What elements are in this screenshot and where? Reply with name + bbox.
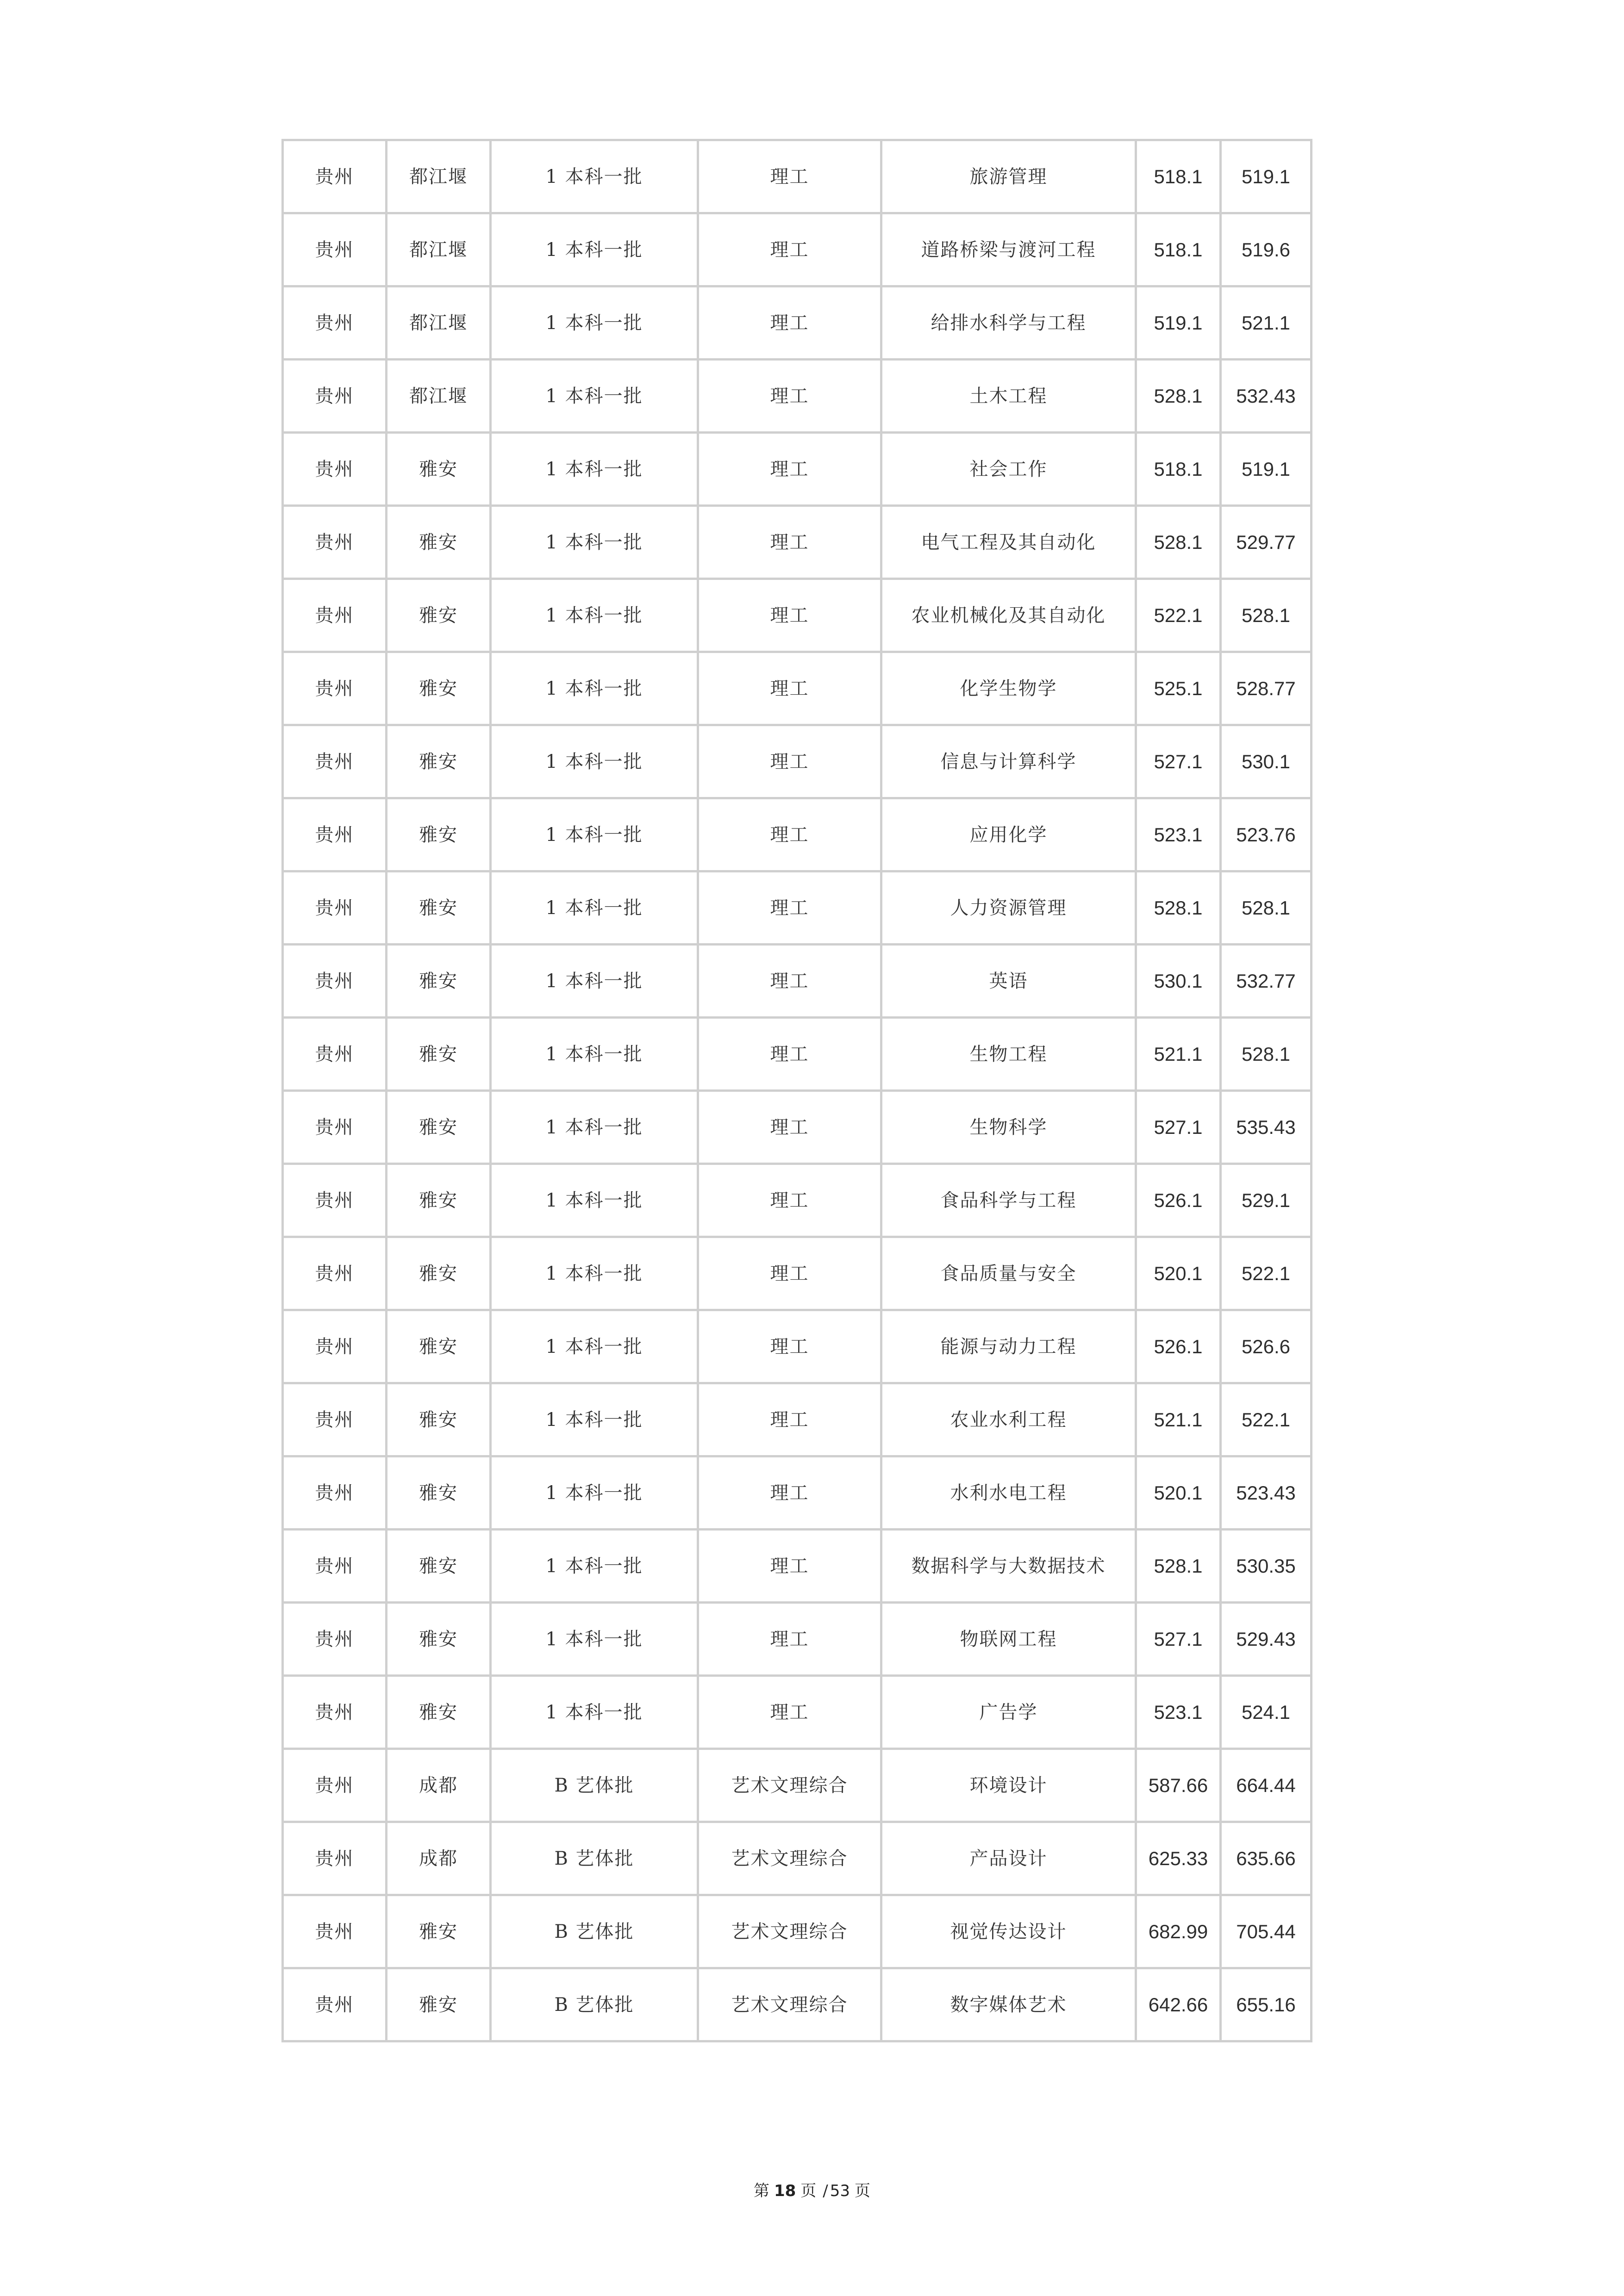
cell-avg-score: 528.1 [1222, 1019, 1312, 1092]
cell-campus: 雅安 [387, 1092, 492, 1165]
table-row [284, 1165, 1312, 1238]
cell-batch: B 艺体批 [492, 1823, 699, 1896]
cell-min-score: 523.1 [1137, 1677, 1222, 1750]
footer-separator: / [823, 2182, 828, 2200]
cell-batch: 1 本科一批 [492, 726, 699, 799]
cell-batch: 1 本科一批 [492, 507, 699, 580]
cell-batch: 1 本科一批 [492, 1677, 699, 1750]
cell-province: 贵州 [284, 1896, 387, 1969]
cell-min-score: 522.1 [1137, 580, 1222, 653]
cell-avg-score: 519.6 [1222, 214, 1312, 287]
cell-campus: 雅安 [387, 434, 492, 507]
cell-avg-score: 528.1 [1222, 872, 1312, 946]
cell-campus: 成都 [387, 1823, 492, 1896]
cell-province: 贵州 [284, 1750, 387, 1823]
cell-min-score: 527.1 [1137, 1604, 1222, 1677]
footer-suffix: 页 [855, 2182, 871, 2200]
cell-province: 贵州 [284, 653, 387, 726]
cell-batch: B 艺体批 [492, 1896, 699, 1969]
table-row [284, 1311, 1312, 1384]
cell-campus: 雅安 [387, 1531, 492, 1604]
cell-batch: 1 本科一批 [492, 141, 699, 214]
cell-min-score: 523.1 [1137, 799, 1222, 872]
cell-major: 给排水科学与工程 [882, 287, 1137, 361]
table-row [284, 1384, 1312, 1457]
cell-province: 贵州 [284, 872, 387, 946]
cell-category: 理工 [699, 1384, 882, 1457]
cell-category: 理工 [699, 141, 882, 214]
cell-batch: B 艺体批 [492, 1750, 699, 1823]
cell-campus: 都江堰 [387, 287, 492, 361]
cell-major: 电气工程及其自动化 [882, 507, 1137, 580]
cell-batch: 1 本科一批 [492, 1384, 699, 1457]
cell-batch: 1 本科一批 [492, 653, 699, 726]
cell-campus: 雅安 [387, 1238, 492, 1311]
cell-major: 人力资源管理 [882, 872, 1137, 946]
cell-category: 理工 [699, 653, 882, 726]
cell-avg-score: 523.76 [1222, 799, 1312, 872]
cell-campus: 雅安 [387, 1604, 492, 1677]
admission-scores-table [281, 139, 1312, 2042]
cell-province: 贵州 [284, 1677, 387, 1750]
cell-avg-score: 532.77 [1222, 946, 1312, 1019]
total-pages-number: 53 [830, 2182, 850, 2200]
cell-avg-score: 521.1 [1222, 287, 1312, 361]
cell-min-score: 527.1 [1137, 726, 1222, 799]
table-row [284, 946, 1312, 1019]
cell-batch: 1 本科一批 [492, 1531, 699, 1604]
cell-category: 理工 [699, 1019, 882, 1092]
cell-campus: 雅安 [387, 580, 492, 653]
cell-avg-score: 530.1 [1222, 726, 1312, 799]
cell-batch: 1 本科一批 [492, 361, 699, 434]
cell-category: 艺术文理综合 [699, 1969, 882, 2042]
cell-min-score: 528.1 [1137, 507, 1222, 580]
cell-category: 理工 [699, 1238, 882, 1311]
cell-major: 旅游管理 [882, 141, 1137, 214]
table-row [284, 1969, 1312, 2042]
table-row [284, 287, 1312, 361]
cell-major: 数据科学与大数据技术 [882, 1531, 1137, 1604]
table-row [284, 434, 1312, 507]
cell-major: 农业水利工程 [882, 1384, 1137, 1457]
cell-major: 社会工作 [882, 434, 1137, 507]
cell-batch: 1 本科一批 [492, 946, 699, 1019]
table-row [284, 1604, 1312, 1677]
cell-province: 贵州 [284, 1457, 387, 1531]
cell-batch: 1 本科一批 [492, 1604, 699, 1677]
table-row [284, 1457, 1312, 1531]
cell-campus: 都江堰 [387, 361, 492, 434]
cell-batch: 1 本科一批 [492, 1457, 699, 1531]
cell-major: 能源与动力工程 [882, 1311, 1137, 1384]
table-row [284, 872, 1312, 946]
table-row [284, 580, 1312, 653]
cell-category: 艺术文理综合 [699, 1750, 882, 1823]
cell-campus: 雅安 [387, 1969, 492, 2042]
cell-min-score: 526.1 [1137, 1311, 1222, 1384]
footer-prefix: 第 [753, 2182, 769, 2200]
current-page-number: 18 [774, 2182, 796, 2200]
cell-category: 理工 [699, 507, 882, 580]
table-row [284, 726, 1312, 799]
cell-avg-score: 524.1 [1222, 1677, 1312, 1750]
cell-category: 理工 [699, 1457, 882, 1531]
cell-major: 生物科学 [882, 1092, 1137, 1165]
cell-major: 视觉传达设计 [882, 1896, 1137, 1969]
cell-min-score: 521.1 [1137, 1384, 1222, 1457]
cell-province: 贵州 [284, 1238, 387, 1311]
cell-campus: 雅安 [387, 1457, 492, 1531]
cell-major: 化学生物学 [882, 653, 1137, 726]
cell-major: 农业机械化及其自动化 [882, 580, 1137, 653]
table-row [284, 361, 1312, 434]
cell-campus: 雅安 [387, 1019, 492, 1092]
cell-min-score: 587.66 [1137, 1750, 1222, 1823]
cell-avg-score: 635.66 [1222, 1823, 1312, 1896]
cell-avg-score: 664.44 [1222, 1750, 1312, 1823]
cell-batch: 1 本科一批 [492, 214, 699, 287]
cell-major: 环境设计 [882, 1750, 1137, 1823]
cell-province: 贵州 [284, 141, 387, 214]
cell-province: 贵州 [284, 946, 387, 1019]
cell-category: 理工 [699, 287, 882, 361]
cell-province: 贵州 [284, 361, 387, 434]
table-row [284, 1019, 1312, 1092]
table-row [284, 141, 1312, 214]
cell-min-score: 527.1 [1137, 1092, 1222, 1165]
cell-province: 贵州 [284, 287, 387, 361]
cell-avg-score: 655.16 [1222, 1969, 1312, 2042]
cell-avg-score: 530.35 [1222, 1531, 1312, 1604]
cell-major: 数字媒体艺术 [882, 1969, 1137, 2042]
cell-category: 艺术文理综合 [699, 1896, 882, 1969]
cell-batch: 1 本科一批 [492, 799, 699, 872]
table-row [284, 1677, 1312, 1750]
cell-category: 理工 [699, 1092, 882, 1165]
page-number-footer [0, 2181, 1624, 2201]
cell-batch: 1 本科一批 [492, 434, 699, 507]
cell-province: 贵州 [284, 1311, 387, 1384]
cell-batch: 1 本科一批 [492, 1092, 699, 1165]
cell-campus: 雅安 [387, 799, 492, 872]
cell-batch: B 艺体批 [492, 1969, 699, 2042]
cell-campus: 成都 [387, 1750, 492, 1823]
table-row [284, 1750, 1312, 1823]
cell-campus: 雅安 [387, 1896, 492, 1969]
cell-major: 土木工程 [882, 361, 1137, 434]
cell-province: 贵州 [284, 1604, 387, 1677]
cell-category: 理工 [699, 1604, 882, 1677]
cell-min-score: 526.1 [1137, 1165, 1222, 1238]
cell-avg-score: 519.1 [1222, 141, 1312, 214]
cell-min-score: 525.1 [1137, 653, 1222, 726]
cell-campus: 雅安 [387, 1165, 492, 1238]
cell-category: 理工 [699, 799, 882, 872]
cell-min-score: 642.66 [1137, 1969, 1222, 2042]
cell-campus: 雅安 [387, 1384, 492, 1457]
cell-province: 贵州 [284, 726, 387, 799]
cell-province: 贵州 [284, 1823, 387, 1896]
cell-batch: 1 本科一批 [492, 287, 699, 361]
cell-major: 应用化学 [882, 799, 1137, 872]
cell-campus: 雅安 [387, 872, 492, 946]
cell-batch: 1 本科一批 [492, 1311, 699, 1384]
cell-avg-score: 532.43 [1222, 361, 1312, 434]
cell-batch: 1 本科一批 [492, 1019, 699, 1092]
table-row [284, 799, 1312, 872]
table-row [284, 214, 1312, 287]
cell-avg-score: 528.1 [1222, 580, 1312, 653]
cell-min-score: 520.1 [1137, 1238, 1222, 1311]
cell-category: 理工 [699, 361, 882, 434]
cell-major: 道路桥梁与渡河工程 [882, 214, 1137, 287]
cell-major: 产品设计 [882, 1823, 1137, 1896]
cell-min-score: 528.1 [1137, 1531, 1222, 1604]
cell-province: 贵州 [284, 1019, 387, 1092]
cell-province: 贵州 [284, 1092, 387, 1165]
table-row [284, 1823, 1312, 1896]
cell-campus: 雅安 [387, 1677, 492, 1750]
cell-province: 贵州 [284, 214, 387, 287]
cell-category: 理工 [699, 214, 882, 287]
cell-category: 理工 [699, 1531, 882, 1604]
cell-category: 理工 [699, 1311, 882, 1384]
cell-category: 艺术文理综合 [699, 1823, 882, 1896]
cell-province: 贵州 [284, 799, 387, 872]
table-row [284, 1531, 1312, 1604]
cell-province: 贵州 [284, 1969, 387, 2042]
cell-major: 英语 [882, 946, 1137, 1019]
cell-province: 贵州 [284, 434, 387, 507]
cell-province: 贵州 [284, 1384, 387, 1457]
cell-major: 物联网工程 [882, 1604, 1137, 1677]
cell-avg-score: 523.43 [1222, 1457, 1312, 1531]
cell-campus: 都江堰 [387, 141, 492, 214]
cell-avg-score: 529.1 [1222, 1165, 1312, 1238]
cell-category: 理工 [699, 872, 882, 946]
cell-campus: 雅安 [387, 653, 492, 726]
cell-min-score: 518.1 [1137, 141, 1222, 214]
cell-avg-score: 522.1 [1222, 1238, 1312, 1311]
cell-batch: 1 本科一批 [492, 580, 699, 653]
cell-major: 生物工程 [882, 1019, 1137, 1092]
cell-category: 理工 [699, 580, 882, 653]
cell-category: 理工 [699, 434, 882, 507]
cell-campus: 雅安 [387, 1311, 492, 1384]
cell-min-score: 518.1 [1137, 214, 1222, 287]
table-row [284, 507, 1312, 580]
footer-page-word: 页 [800, 2182, 817, 2200]
table-row [284, 1092, 1312, 1165]
cell-campus: 雅安 [387, 946, 492, 1019]
cell-batch: 1 本科一批 [492, 872, 699, 946]
cell-min-score: 519.1 [1137, 287, 1222, 361]
cell-min-score: 682.99 [1137, 1896, 1222, 1969]
cell-min-score: 520.1 [1137, 1457, 1222, 1531]
cell-avg-score: 535.43 [1222, 1092, 1312, 1165]
cell-category: 理工 [699, 1677, 882, 1750]
cell-min-score: 625.33 [1137, 1823, 1222, 1896]
cell-min-score: 521.1 [1137, 1019, 1222, 1092]
cell-batch: 1 本科一批 [492, 1238, 699, 1311]
cell-min-score: 528.1 [1137, 361, 1222, 434]
cell-province: 贵州 [284, 1531, 387, 1604]
cell-avg-score: 529.77 [1222, 507, 1312, 580]
cell-major: 信息与计算科学 [882, 726, 1137, 799]
cell-avg-score: 528.77 [1222, 653, 1312, 726]
cell-province: 贵州 [284, 1165, 387, 1238]
cell-category: 理工 [699, 726, 882, 799]
cell-major: 水利水电工程 [882, 1457, 1137, 1531]
cell-avg-score: 526.6 [1222, 1311, 1312, 1384]
cell-category: 理工 [699, 946, 882, 1019]
cell-min-score: 530.1 [1137, 946, 1222, 1019]
cell-avg-score: 529.43 [1222, 1604, 1312, 1677]
cell-avg-score: 519.1 [1222, 434, 1312, 507]
cell-province: 贵州 [284, 507, 387, 580]
table-row [284, 653, 1312, 726]
cell-major: 食品质量与安全 [882, 1238, 1137, 1311]
cell-min-score: 518.1 [1137, 434, 1222, 507]
table-row [284, 1238, 1312, 1311]
cell-province: 贵州 [284, 580, 387, 653]
cell-campus: 雅安 [387, 726, 492, 799]
cell-avg-score: 705.44 [1222, 1896, 1312, 1969]
cell-min-score: 528.1 [1137, 872, 1222, 946]
cell-major: 广告学 [882, 1677, 1137, 1750]
cell-category: 理工 [699, 1165, 882, 1238]
cell-campus: 都江堰 [387, 214, 492, 287]
cell-major: 食品科学与工程 [882, 1165, 1137, 1238]
cell-batch: 1 本科一批 [492, 1165, 699, 1238]
table-body [284, 141, 1312, 2042]
cell-avg-score: 522.1 [1222, 1384, 1312, 1457]
table-row [284, 1896, 1312, 1969]
cell-campus: 雅安 [387, 507, 492, 580]
